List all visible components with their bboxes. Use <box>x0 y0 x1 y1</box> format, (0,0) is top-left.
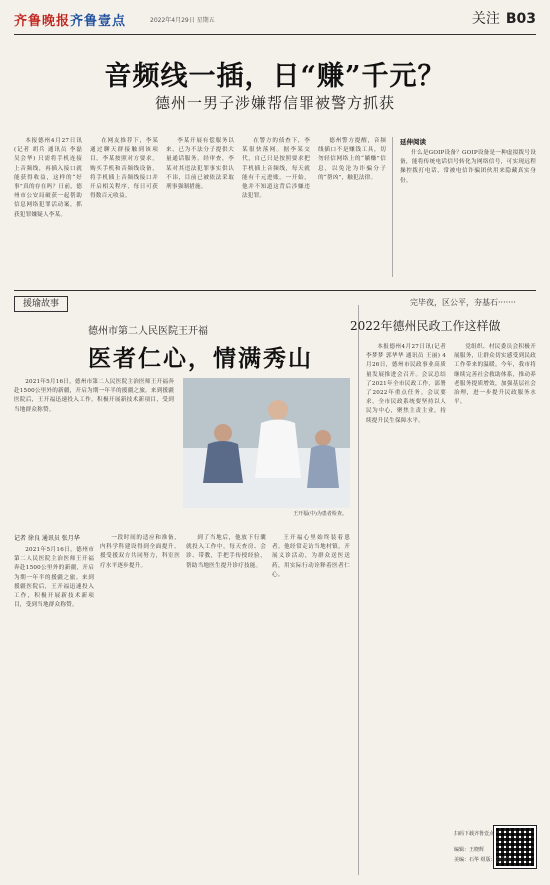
sidebar-text: 什么是GOIP设备？GOIP设备是一种虚拟拨号设备，能将传统电话信号转化为网络信号，可实现远程操控拨打电话，常被电信诈骗团伙用来隐藏真实身份。 <box>400 150 536 184</box>
paper-name-red: 齐鲁晚报 <box>14 14 71 29</box>
article2-kicker: 德州市第二人民医院王开福 <box>88 326 208 337</box>
slogan-line: 完毕夜，区公平，夯基石······· <box>410 298 516 307</box>
subheadline-1: 德州一男子涉嫌帮信罪被警方抓获 <box>154 94 395 112</box>
article2-intro: 2021年5月16日，德州市第二人民医院主治医师王开福奔赴1500公里外的新疆，开启为期一年半的援疆之旅。来到援疆医院后，王开福迅速投入工作，积极开展新技术新项目，受到当地群众称赞。 <box>14 379 174 413</box>
section-name: 关注 <box>471 11 500 27</box>
article2-byline: 记者 徐良 通讯员 张月华 <box>14 535 80 542</box>
designer-credit: 美编：石华 组版：赵成江 <box>454 857 511 863</box>
header-rule <box>14 34 536 35</box>
page-number: B03 <box>505 11 536 27</box>
column-divider <box>392 137 393 277</box>
article1-column-2: 在网友推荐下，李某通过聊天群接触到该项目。李某按照对方要求，购买手机和音频线设备，将手机插上音频线接口并开启相关程序，每日可获得数百元收益。 <box>90 138 158 200</box>
column-tag: 援瑜故事 <box>14 296 68 312</box>
headline-3: 2022年德州民政工作这样做 <box>350 319 501 333</box>
article3-column-1: 本报德州4月27日讯(记者 李梦梦 郭华华 通讯员 王丽) 4月26日，德州市民政事业高质量发展推进会召开。会议总结了2021年全市民政工作，部署了2022年重点任务。会议要求，全市民政系统要坚持以人民为中心，聚焦主责主业，持续提升民生保障水平。 <box>366 344 446 424</box>
article1-column-4: 在警方的侦查下，李某很快落网。据李某交代，自己只是按照要求把手机插上音频线，每天就能有千元进账。一开始，他并不知道这背后涉嫌违法犯罪。 <box>242 138 310 200</box>
editor-credit: 编辑：王晓辉 <box>454 847 485 853</box>
qr-caption: 扫码下载齐鲁壹点 <box>454 831 495 837</box>
section-rule <box>14 290 536 291</box>
article3-column-2: 党组织、村民委员会积极开展服务，让群众切实感受到民政工作带来的温暖。今年，我市将继续完善社会救助体系，推动养老服务提质增效，加强基层社会治理，进一步提升民政服务水平。 <box>454 344 536 406</box>
photo-caption: 王开福(中)为患者检查。 <box>293 511 347 517</box>
headline-1: 音频线一插，日“赚”千元？ <box>104 61 446 92</box>
headline-2: 医者仁心，情满秀山 <box>88 345 313 372</box>
article1-column-3: 李某开展有偿服务以来，已为不法分子提供大量通话服务。经审查，李某对其违法犯罪事实供认不讳，目前已被依法采取刑事强制措施。 <box>166 138 234 191</box>
article2-column-3: 到了当地后，他放下行囊就投入工作中，每天查房、会诊、带教，手把手传授经验，帮助当地医生提升诊疗技能。 <box>186 535 266 569</box>
page-label <box>472 8 536 28</box>
paper-name-blue: 齐鲁壹点 <box>70 14 127 29</box>
photo-illustration <box>183 378 350 508</box>
masthead <box>14 10 126 29</box>
column-divider-2 <box>358 305 359 875</box>
article2-column-1: 2021年5月16日，德州市第二人民医院主治医师王开福奔赴1500公里外的新疆，开启为期一年半的援疆之旅。来到援疆医院后，王开福迅速投入工作，积极开展新技术新项目，受到当地群众称赞。 <box>14 547 94 609</box>
doctor-photo <box>183 378 350 508</box>
article2-column-2: 一段时间的适应和准备，内科学科建设得到全面提升。援受援双方共同努力，科室医疗水平逐步提升。 <box>100 535 180 569</box>
issue-date: 2022年4月29日 星期五 <box>150 17 215 24</box>
article1-column-5: 德州警方提醒，音频线插口不是赚钱工具，切勿轻信网络上的“躺赚”信息，以免沦为诈骗分子的“帮凶”，触犯法律。 <box>318 138 386 181</box>
article2-column-4: 王开福心里始终装着患者。他经常走访当地村镇，开展义诊活动，为群众送医送药，用实际行动诠释着医者仁心。 <box>272 535 350 578</box>
sidebar-title: 延伸阅读 <box>400 138 426 146</box>
article1-column-1: 本报德州4月27日讯(记者 胡兵 通讯员 李磊 吴会华) 只需将手机连接上音频线，再插入接口就能获得收益，这样的“好事”真的存在吗？日前，德州市公安局破获一起帮助信息网络犯罪活动案，抓获犯罪嫌疑人李某。 <box>14 138 82 218</box>
